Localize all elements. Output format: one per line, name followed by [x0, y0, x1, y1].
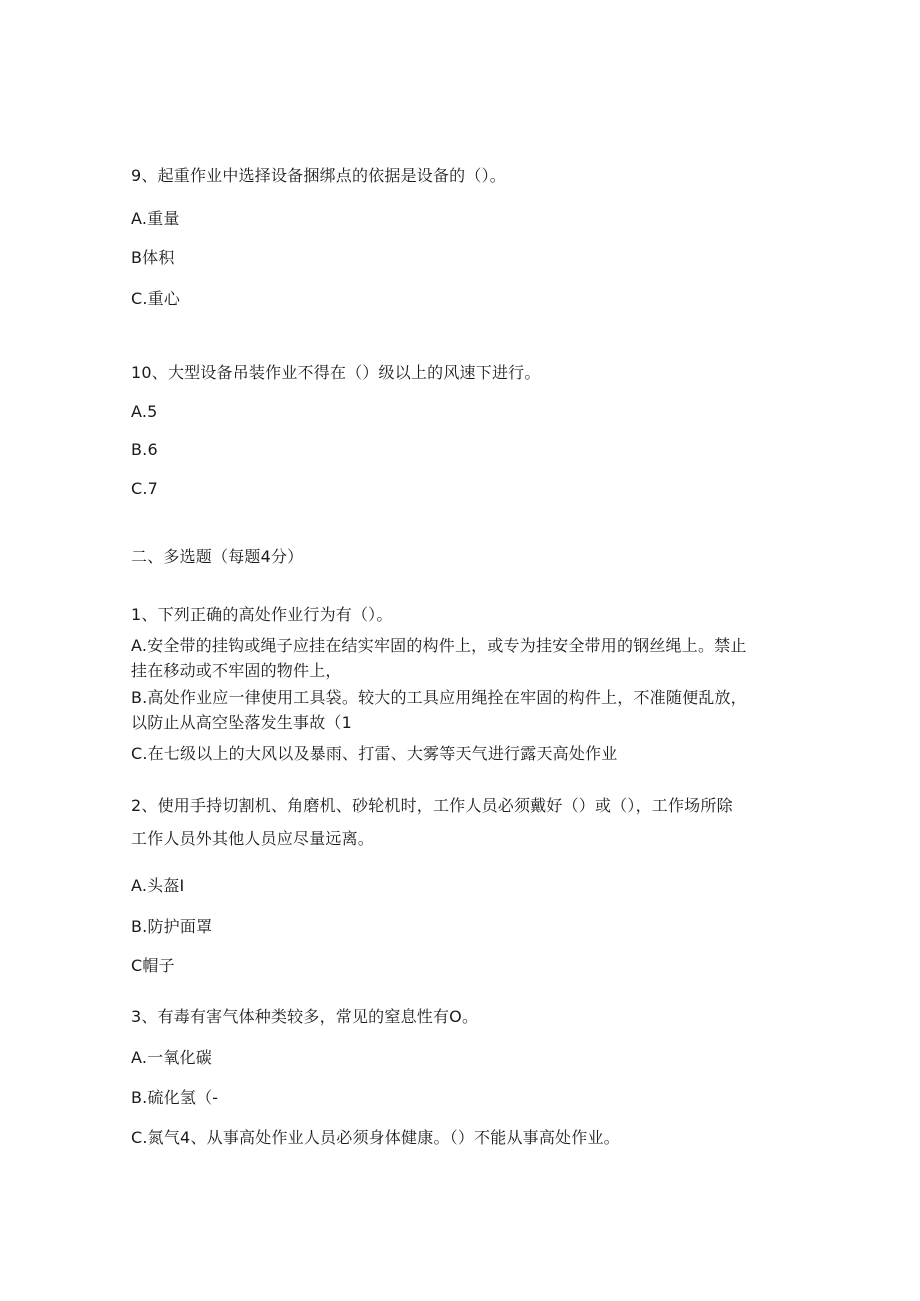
- question-9-stem: 9、起重作业中选择设备捆绑点的依据是设备的（）。: [131, 166, 506, 185]
- multi-question-1-option-a-line1: A.安全带的挂钩或绳子应挂在结实牢固的构件上，或专为挂安全带用的钢丝绳上。禁止: [131, 636, 747, 655]
- multi-question-2-option-b: B.防护面罩: [131, 917, 213, 936]
- question-10-option-a: A.5: [131, 402, 158, 421]
- multi-question-1-option-b-line2: 以防止从高空坠落发生事故（1: [131, 713, 352, 732]
- multi-question-3-stem: 3、有毒有害气体种类较多，常见的窒息性有O。: [131, 1007, 479, 1026]
- multi-question-1-stem: 1、下列正确的高处作业行为有（）。: [131, 605, 393, 624]
- multi-question-3-option-b: B.硫化氢（-: [131, 1088, 219, 1107]
- multi-question-3-option-c-and-question-4: C.氮气4、从事高处作业人员必须身体健康。（）不能从事高处作业。: [131, 1128, 620, 1147]
- question-9-option-c: C.重心: [131, 289, 181, 308]
- multi-question-2-option-c: C帽子: [131, 956, 175, 975]
- multi-question-1-option-c: C.在七级以上的大风以及暴雨、打雷、大雾等天气进行露天高处作业: [131, 744, 618, 763]
- question-9-option-a: A.重量: [131, 209, 180, 228]
- multi-question-2-stem-line2: 工作人员外其他人员应尽量远离。: [131, 829, 375, 848]
- question-10-stem: 10、大型设备吊装作业不得在（）级以上的风速下进行。: [131, 363, 541, 382]
- multi-question-2-option-a: A.头盔I: [131, 876, 185, 895]
- question-10-option-c: C.7: [131, 479, 159, 498]
- question-9-option-b: B体积: [131, 248, 175, 267]
- question-10-option-b: B.6: [131, 440, 158, 459]
- section-2-title: 二、多选题（每题4分）: [131, 547, 304, 566]
- multi-question-3-option-a: A.一氧化碳: [131, 1048, 212, 1067]
- multi-question-2-stem-line1: 2、使用手持切割机、角磨机、砂轮机时，工作人员必须戴好（）或（），工作场所除: [131, 796, 733, 815]
- multi-question-1-option-a-line2: 挂在移动或不牢固的物件上，: [131, 661, 342, 680]
- multi-question-1-option-b-line1: B.高处作业应一律使用工具袋。较大的工具应用绳拴在牢固的构件上，不准随便乱放，: [131, 688, 747, 707]
